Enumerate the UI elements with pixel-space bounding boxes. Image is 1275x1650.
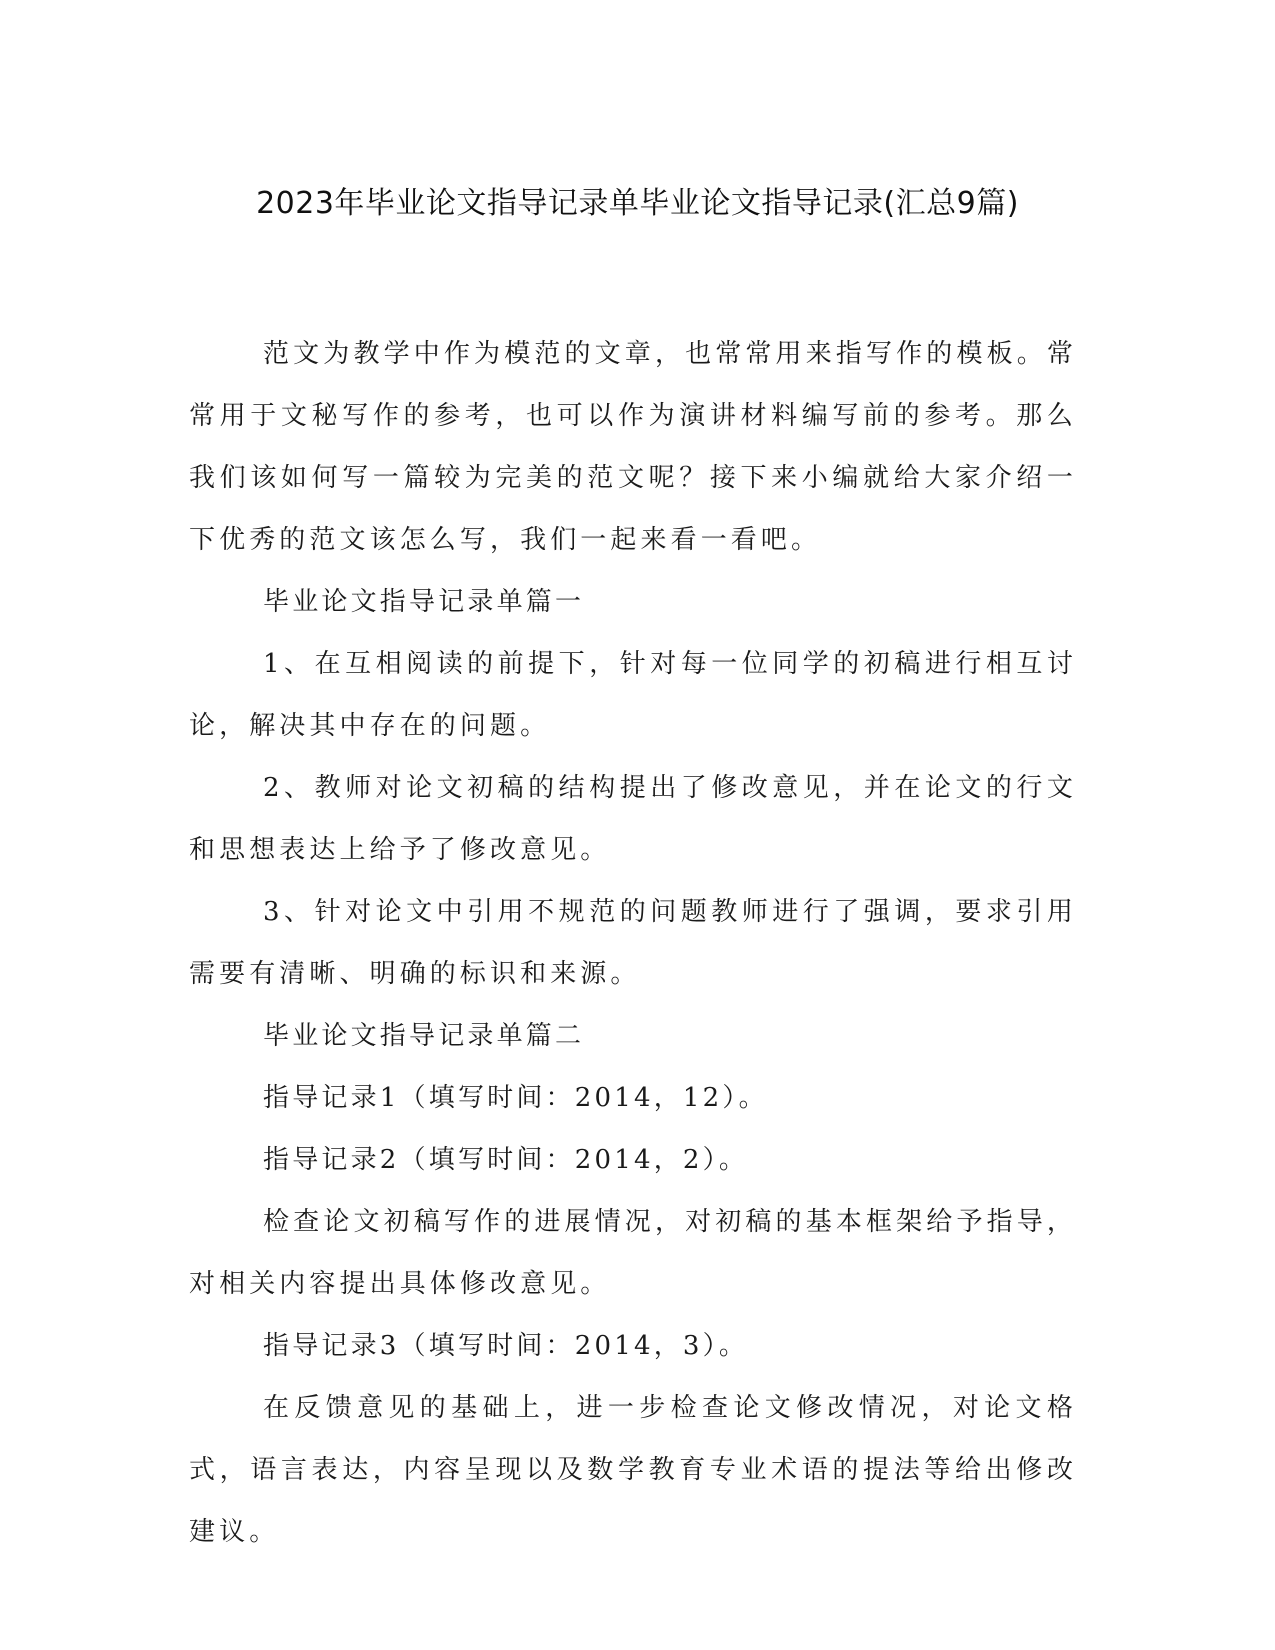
record-line-2: 指导记录2（填写时间：2014，2）。	[263, 1145, 749, 1175]
list-item-1: 1、在互相阅读的前提下，针对每一位同学的初稿进行相互讨论，解决其中存在的问题。	[189, 649, 1077, 741]
document-body	[189, 323, 1077, 1563]
list-item-2: 2、教师对论文初稿的结构提出了修改意见，并在论文的行文和思想表达上给予了修改意见。	[189, 773, 1077, 865]
section-heading-two: 毕业论文指导记录单篇二	[263, 1021, 585, 1051]
record-line-3: 指导记录3（填写时间：2014，3）。	[263, 1331, 749, 1361]
record-3-detail: 在反馈意见的基础上，进一步检查论文修改情况，对论文格式，语言表达，内容呈现以及数学教育专业术语的提法等给出修改建议。	[189, 1393, 1077, 1547]
section-heading-one: 毕业论文指导记录单篇一	[263, 587, 585, 617]
intro-paragraph: 范文为教学中作为模范的文章，也常常用来指写作的模板。常常用于文秘写作的参考，也可以作为演讲材料编写前的参考。那么我们该如何写一篇较为完美的范文呢？接下来小编就给大家介绍一下优秀的范文该怎么写，我们一起来看一看吧。	[189, 339, 1077, 555]
record-line-1: 指导记录1（填写时间：2014，12）。	[263, 1083, 768, 1113]
record-2-detail: 检查论文初稿写作的进展情况，对初稿的基本框架给予指导，对相关内容提出具体修改意见。	[189, 1207, 1077, 1299]
document-title: 2023年毕业论文指导记录单毕业论文指导记录(汇总9篇)	[256, 186, 1019, 221]
list-item-3: 3、针对论文中引用不规范的问题教师进行了强调，要求引用需要有清晰、明确的标识和来源。	[189, 897, 1077, 989]
